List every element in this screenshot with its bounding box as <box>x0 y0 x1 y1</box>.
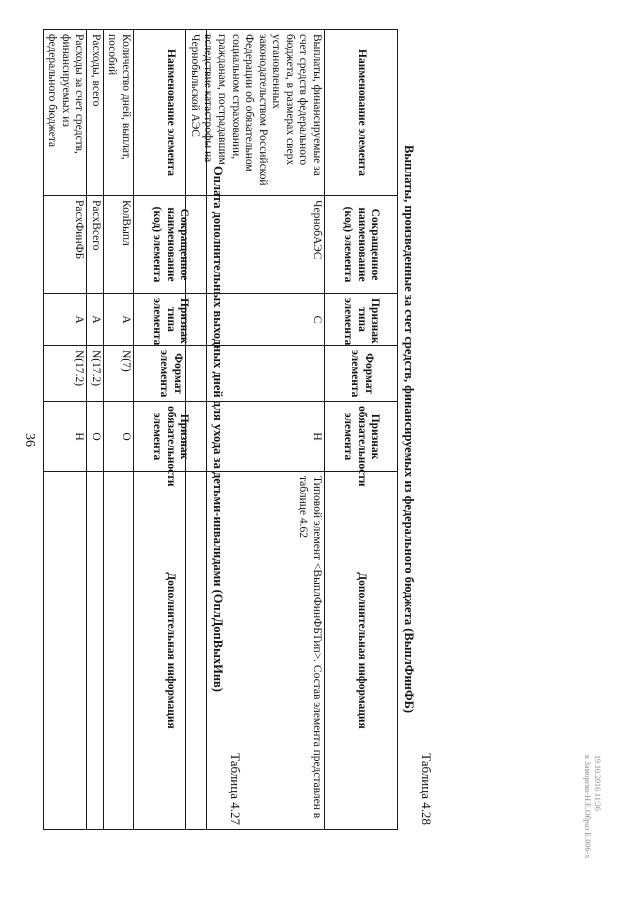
table-cell: А <box>87 294 104 346</box>
table-cell <box>87 472 104 830</box>
column-header: Формат элемента <box>325 346 398 402</box>
table-cell: С <box>186 294 325 346</box>
table-cell <box>103 472 133 830</box>
table-cell: Н <box>43 402 87 472</box>
table-label: Таблица 4.28 <box>419 753 434 825</box>
table-label: Таблица 4.27 <box>228 753 243 825</box>
page-number: 36 <box>22 433 37 447</box>
table-cell: А <box>103 294 133 346</box>
column-header: Признак обязательности элемента <box>134 402 207 472</box>
table-header-row <box>325 30 398 830</box>
table-cell: РасхВсего <box>87 196 104 294</box>
table-cell: Выплаты, финансируемые за счет средств федерального бюджета, в размерах сверх установленных законодательством Российской Федерации об обязательном социальном страховании, гражданам, пострадавшим вследствие катастрофы на Чернобыльской АЭС <box>186 30 325 196</box>
document-stamp <box>581 755 602 858</box>
table-cell: О <box>87 402 104 472</box>
table-cell: ЧернобАЭС <box>186 196 325 294</box>
table-title: Оплата дополнительных выходных дней для ухода за детьми-инвалидами (ОплДопВыхИнв) <box>211 166 225 692</box>
table-cell: Расходы, всего <box>87 30 104 196</box>
stamp-line: к Заморско-Н.Е.Образ Е.006-л <box>582 755 592 858</box>
table-cell: N(17.2) <box>43 346 87 402</box>
data-table <box>43 29 207 830</box>
table-cell: Расходы за счет средств, финансируемых из федерального бюджета <box>43 30 87 196</box>
column-header: Сокращенное наименование (код) элемента <box>134 196 207 294</box>
column-header: Признак обязательности элемента <box>325 402 398 472</box>
data-table <box>185 29 398 830</box>
table-cell: N(17.2) <box>87 346 104 402</box>
column-header: Наименование элемента <box>325 30 398 196</box>
table-cell <box>43 472 87 830</box>
stamp-line: 19.10.2016 11:36 <box>593 755 602 811</box>
table-cell <box>186 346 325 402</box>
table-cell: Типовой элемент <ВыплФинФБТип>. Состав элемента представлен в таблице 4.62 <box>186 472 325 830</box>
table-row <box>87 30 104 830</box>
column-header: Сокращенное наименование (код) элемента <box>325 196 398 294</box>
table-cell: Количество дней, выплат, пособий <box>103 30 133 196</box>
table-cell: Н <box>186 402 325 472</box>
column-header: Дополнительная информация <box>134 472 207 830</box>
table-cell: РасхФинФБ <box>43 196 87 294</box>
table-title: Выплаты, произведенные за счет средств, финансируемых из федерального бюджета (ВыплФинФБ) <box>402 144 416 714</box>
table-row <box>43 30 87 830</box>
table-row <box>186 30 325 830</box>
column-header: Признак типа элемента <box>134 294 207 346</box>
table-cell: О <box>103 402 133 472</box>
table-row <box>103 30 133 830</box>
table-cell: КолВыпл <box>103 196 133 294</box>
table-cell: N(7) <box>103 346 133 402</box>
column-header: Формат элемента <box>134 346 207 402</box>
table-cell: А <box>43 294 87 346</box>
column-header: Признак типа элемента <box>325 294 398 346</box>
column-header: Наименование элемента <box>134 30 207 196</box>
column-header: Дополнительная информация <box>325 472 398 830</box>
